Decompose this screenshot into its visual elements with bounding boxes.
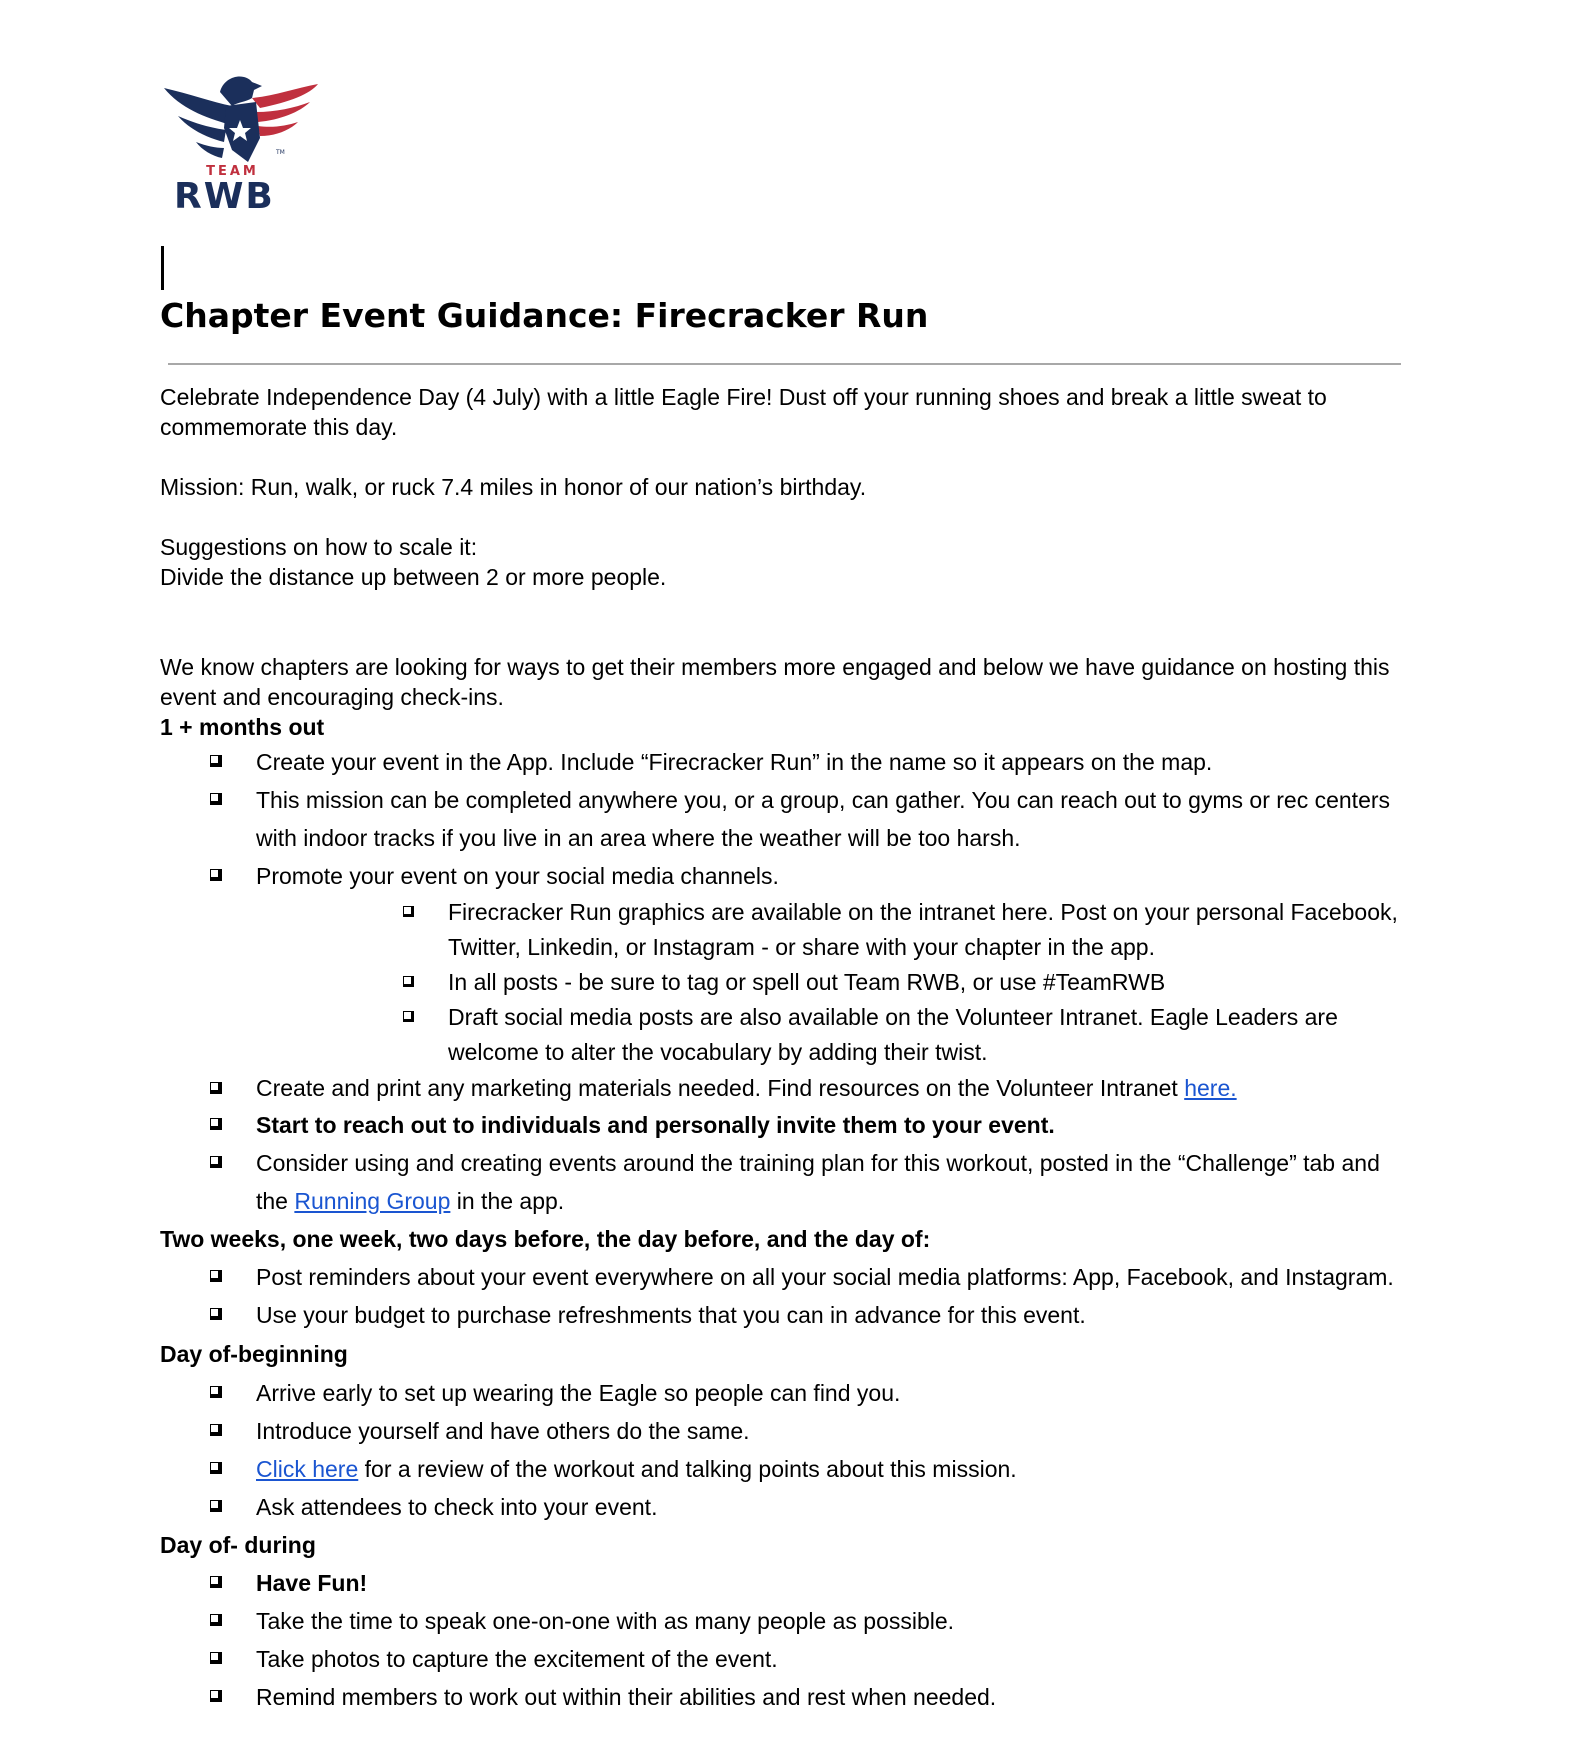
- list-item: Arrive early to set up wearing the Eagle so people can find you.: [160, 1374, 1410, 1412]
- social-media-sublist: [256, 895, 1410, 1070]
- guidance-paragraph: We know chapters are looking for ways to get their members more engaged and below we have guidance on hosting this event and encouraging check-ins.: [160, 654, 1390, 710]
- checkbox-icon[interactable]: [210, 1652, 222, 1664]
- document-title: Chapter Event Guidance: Firecracker Run: [160, 296, 929, 335]
- checkbox-icon[interactable]: [403, 1011, 414, 1022]
- checkbox-icon[interactable]: [210, 1156, 222, 1168]
- checkbox-icon[interactable]: [210, 1082, 222, 1094]
- section-heading-day-of-beginning: Day of-beginning: [160, 1341, 348, 1367]
- checkbox-icon[interactable]: [210, 1424, 222, 1436]
- checkbox-icon[interactable]: [210, 1614, 222, 1626]
- checkbox-icon[interactable]: [210, 755, 222, 767]
- checkbox-icon[interactable]: [210, 793, 222, 805]
- click-here-link[interactable]: Click here: [256, 1456, 359, 1482]
- checkbox-icon[interactable]: [210, 1500, 222, 1512]
- svg-text:TM: TM: [276, 149, 285, 156]
- list-item: Consider using and creating events around the training plan for this workout, posted in the “Challenge” tab and the Running Group in the app.: [160, 1144, 1410, 1220]
- checkbox-icon[interactable]: [210, 1270, 222, 1282]
- checklist-weeks-before: [160, 1258, 1410, 1334]
- list-item: Click here for a review of the workout and talking points about this mission.: [160, 1450, 1410, 1488]
- scale-text: Divide the distance up between 2 or more people.: [160, 564, 667, 590]
- text-cursor: [161, 246, 164, 290]
- checkbox-icon[interactable]: [210, 1690, 222, 1702]
- section-heading-months-out: 1 + months out: [160, 714, 325, 740]
- list-item: Ask attendees to check into your event.: [160, 1488, 1410, 1526]
- checklist-day-of-during: [160, 1564, 1410, 1716]
- section-heading-day-of-during: Day of- during: [160, 1532, 316, 1558]
- horizontal-rule: [168, 363, 1401, 365]
- list-item: Remind members to work out within their abilities and rest when needed.: [160, 1678, 1410, 1716]
- list-item: Promote your event on your social media channels. Firecracker Run graphics are available on the intranet here. Post on your personal Facebook, Twitter, Linkedin, or Instagram - or share with your chapter in the app. In all posts - be sure to tag or spell out Team RWB, or use #TeamRWB Draft social media posts are also available on the Volunteer Intranet. Eagle Leaders are welcome to alter the vocabulary by adding their twist.: [160, 857, 1410, 1070]
- sub-list-item: In all posts - be sure to tag or spell out Team RWB, or use #TeamRWB: [256, 965, 1410, 1000]
- list-item: Start to reach out to individuals and personally invite them to your event.: [160, 1106, 1410, 1144]
- logo-rwb-text: RWB: [174, 176, 275, 217]
- checkbox-icon[interactable]: [210, 1462, 222, 1474]
- section-heading-weeks-before: Two weeks, one week, two days before, the day before, and the day of:: [160, 1226, 931, 1252]
- list-item: Introduce yourself and have others do the same.: [160, 1412, 1410, 1450]
- document-body: [160, 382, 1410, 1716]
- intro-paragraph: Celebrate Independence Day (4 July) with a little Eagle Fire! Dust off your running shoes and break a little sweat to commemorate this day.: [160, 384, 1327, 440]
- list-item: Have Fun!: [160, 1564, 1410, 1602]
- checkbox-icon[interactable]: [403, 906, 414, 917]
- running-group-link[interactable]: Running Group: [294, 1188, 451, 1214]
- list-item: Create your event in the App. Include “Firecracker Run” in the name so it appears on the map.: [160, 743, 1410, 781]
- checkbox-icon[interactable]: [210, 1118, 222, 1130]
- checkbox-icon[interactable]: [210, 1308, 222, 1320]
- list-item: Take photos to capture the excitement of the event.: [160, 1640, 1410, 1678]
- scale-heading: Suggestions on how to scale it:: [160, 534, 478, 560]
- logo-team-text: TEAM: [206, 164, 259, 179]
- mission-statement: Mission: Run, walk, or ruck 7.4 miles in honor of our nation’s birthday.: [160, 474, 867, 500]
- sub-list-item: Firecracker Run graphics are available on the intranet here. Post on your personal Facebook, Twitter, Linkedin, or Instagram - or share with your chapter in the app.: [256, 895, 1410, 965]
- checklist-day-of-beginning: [160, 1374, 1410, 1526]
- list-item: Create and print any marketing materials needed. Find resources on the Volunteer Intranet here.: [160, 1070, 1410, 1106]
- list-item: This mission can be completed anywhere you, or a group, can gather. You can reach out to gyms or rec centers with indoor tracks if you live in an area where the weather will be too harsh.: [160, 781, 1410, 857]
- list-item: Use your budget to purchase refreshments that you can in advance for this event.: [160, 1296, 1410, 1334]
- list-item: Post reminders about your event everywhere on all your social media platforms: App, Facebook, and Instagram.: [160, 1258, 1410, 1296]
- intranet-here-link[interactable]: here.: [1184, 1075, 1237, 1101]
- eagle-icon: [160, 72, 320, 168]
- checkbox-icon[interactable]: [210, 1576, 222, 1588]
- checkbox-icon[interactable]: [210, 869, 222, 881]
- checklist-months-out: [160, 743, 1410, 1220]
- list-item: Take the time to speak one-on-one with as many people as possible.: [160, 1602, 1410, 1640]
- checkbox-icon[interactable]: [210, 1386, 222, 1398]
- sub-list-item: Draft social media posts are also available on the Volunteer Intranet. Eagle Leaders are welcome to alter the vocabulary by adding their twist.: [256, 1000, 1410, 1070]
- team-rwb-logo: [160, 72, 320, 224]
- checkbox-icon[interactable]: [403, 976, 414, 987]
